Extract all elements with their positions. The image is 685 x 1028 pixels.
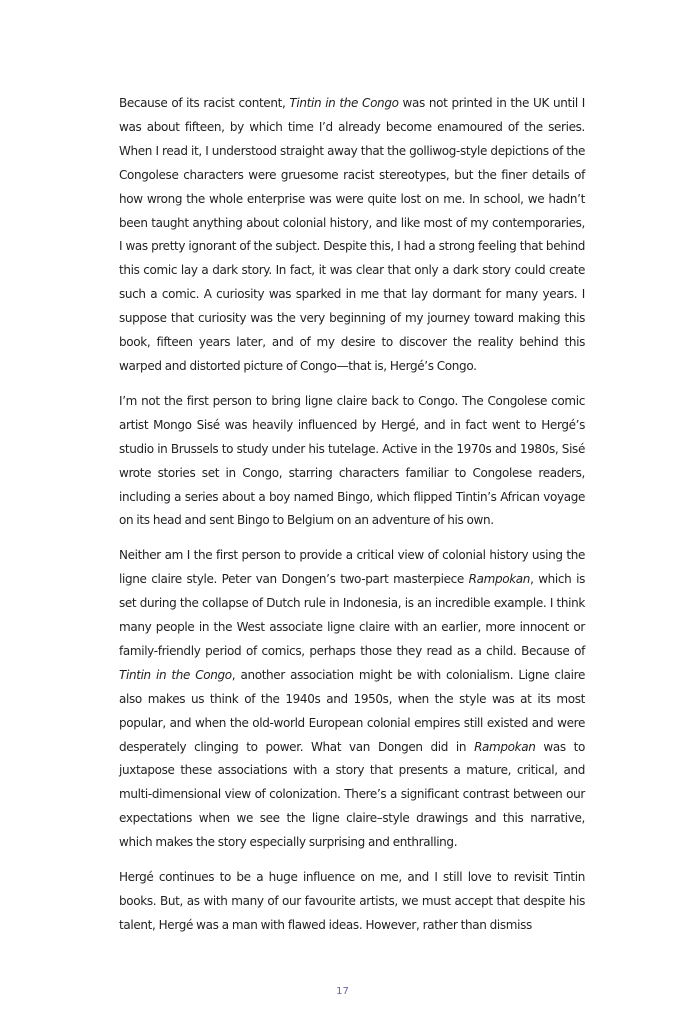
paragraph-2: I’m not the first person to bring ligne claire back to Congo. The Congolese comic artist Mongo Sisé was heavily influenced by Hergé, and in fact went to Hergé’s studio in Brussels to study under his tutelage. Active in the 1970s and 1980s, Sisé wrote stories set in Congo, starring characters familiar to Congolese readers, including a series about a boy named Bingo, which flipped Tintin’s African voyage on its head and sent Bingo to Belgium on an adventure of his own.: [119, 393, 585, 528]
body-text: [119, 92, 585, 938]
italic-title: Tintin in the Congo: [119, 667, 232, 682]
page-number: 17: [336, 986, 349, 997]
paragraph-3: Neither am I the first person to provide a critical view of colonial history using the ligne claire style. Peter van Dongen’s two-part masterpiece Rampokan, which is set during the collapse of Dutch rule in Indonesia, is an incredible example. I think many people in the West associate ligne claire with an earlier, more innocent or family-friendly period of comics, perhaps those they read as a child. Because of Tintin in the Congo, another association might be with colonialism. Ligne claire also makes us think of the 1940s and 1950s, when the style was at its most popular, and when the old-world European colonial empires still existed and were desperately clinging to power. What van Dongen did in Rampokan was to juxtapose these associations with a story that presents a mature, critical, and multi-dimensional view of colonization. There’s a significant contrast between our expectations when we see the ligne claire–style drawings and this narrative, which makes the story especially surprising and enthralling.: [119, 548, 585, 850]
italic-title: Tintin in the Congo: [289, 96, 399, 110]
italic-title: Rampokan: [468, 572, 531, 587]
paragraph-1: Because of its racist content, Tintin in the Congo was not printed in the UK until I was about fifteen, by which time I’d already become enamoured of the series. When I read it, I understood straight away that the golliwog-style depictions of the Congolese characters were gruesome racist stereotypes, but the finer details of how wrong the whole enterprise was were quite lost on me. In school, we hadn’t been taught anything about colonial history, and like most of my contemporaries, I was pretty ignorant of the subject. Despite this, I had a strong feeling that behind this comic lay a dark story. In fact, it was clear that only a dark story could create such a comic. A curiosity was sparked in me that lay dormant for many years. I suppose that curiosity was the very beginning of my journey toward making this book, fifteen years later, and of my desire to discover the reality behind this warped and distorted picture of Congo—that is, Hergé’s Congo.: [119, 96, 585, 373]
paragraph-4: Hergé continues to be a huge influence on me, and I still love to revisit Tintin books. But, as with many of our favourite artists, we must accept that despite his talent, Hergé was a man with flawed ideas. However, rather than dismiss: [119, 870, 585, 932]
italic-title: Rampokan: [474, 739, 536, 754]
